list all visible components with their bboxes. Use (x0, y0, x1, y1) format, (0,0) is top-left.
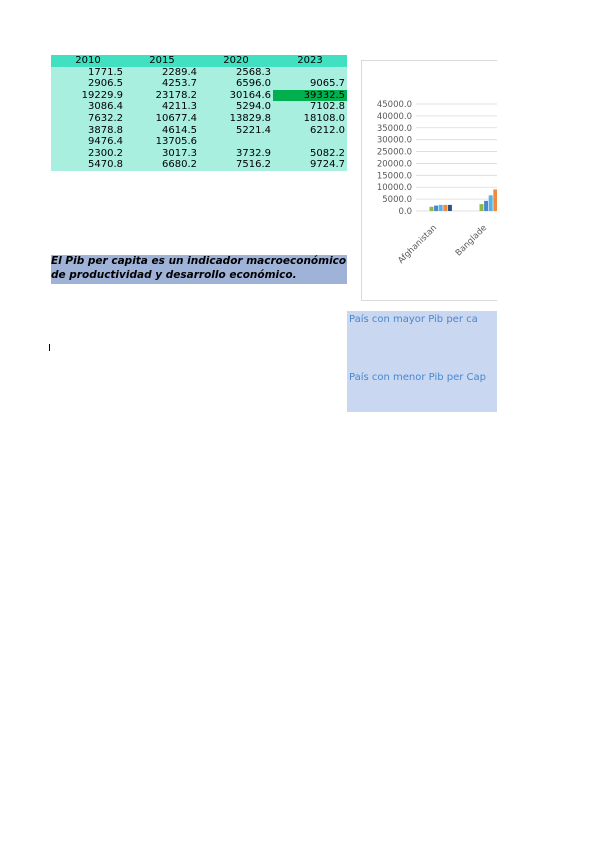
table-row (51, 90, 347, 102)
min-gdp-label: País con menor Pib per Cap (349, 372, 487, 383)
table-cell[interactable]: 5294.0 (199, 101, 273, 113)
bar (480, 204, 484, 211)
bar (439, 205, 443, 211)
table-row (51, 125, 347, 137)
table-cell[interactable] (273, 67, 347, 79)
table-row (51, 148, 347, 160)
table-cell[interactable]: 7102.8 (273, 101, 347, 113)
x-tick-label: Banglade (453, 223, 490, 259)
table-cell[interactable]: 2906.5 (51, 78, 125, 90)
bar (430, 207, 434, 211)
table-cell[interactable] (199, 136, 273, 148)
table-cell[interactable]: 4211.3 (125, 101, 199, 113)
y-tick-label: 40000.0 (376, 111, 412, 122)
table-cell[interactable]: 3017.3 (125, 148, 199, 160)
table-cell[interactable]: 7516.2 (199, 159, 273, 171)
table-cell[interactable]: 6680.2 (125, 159, 199, 171)
y-tick-label: 10000.0 (376, 183, 412, 194)
table-row (51, 159, 347, 171)
y-tick-label: 35000.0 (376, 123, 412, 134)
table-cell[interactable]: 3878.8 (51, 125, 125, 137)
note-text (51, 255, 381, 282)
table-cell[interactable]: 5221.4 (199, 125, 273, 137)
gdp-data-table (51, 55, 347, 171)
table-cell[interactable] (273, 136, 347, 148)
table-cell[interactable]: 2289.4 (125, 67, 199, 79)
y-tick-label: 45000.0 (376, 100, 412, 110)
column-header-2023[interactable]: 2023 (273, 55, 347, 67)
bar (443, 205, 447, 211)
table-cell[interactable]: 19229.9 (51, 90, 125, 102)
table-row (51, 78, 347, 90)
y-tick-label: 30000.0 (376, 135, 412, 146)
table-cell[interactable]: 4614.5 (125, 125, 199, 137)
table-cell[interactable]: 6596.0 (199, 78, 273, 90)
table-cell[interactable]: 18108.0 (273, 113, 347, 125)
y-tick-label: 0.0 (398, 207, 412, 217)
bar (489, 195, 493, 211)
table-cell[interactable]: 9065.7 (273, 78, 347, 90)
table-cell[interactable]: 9476.4 (51, 136, 125, 148)
table-body (51, 67, 347, 171)
table-cell[interactable]: 13829.8 (199, 113, 273, 125)
table-cell[interactable]: 3732.9 (199, 148, 273, 160)
table-row (51, 136, 347, 148)
x-tick-label: Afghanistan (396, 223, 440, 266)
bar (484, 201, 488, 211)
table-row (51, 101, 347, 113)
y-tick-label: 5000.0 (382, 195, 412, 206)
y-tick-label: 15000.0 (376, 171, 412, 182)
table-cell[interactable]: 39332.5 (273, 90, 347, 102)
bar (434, 206, 438, 211)
table-header-row (51, 55, 347, 67)
column-header-2010[interactable]: 2010 (51, 55, 125, 67)
bar (448, 205, 452, 211)
table-row (51, 67, 347, 79)
table-cell[interactable]: 2568.3 (199, 67, 273, 79)
table-cell[interactable]: 4253.7 (125, 78, 199, 90)
y-tick-label: 25000.0 (376, 147, 412, 158)
info-box (347, 311, 497, 412)
page-edge (497, 0, 599, 848)
table-cell[interactable]: 9724.7 (273, 159, 347, 171)
table-cell[interactable]: 3086.4 (51, 101, 125, 113)
table-cell[interactable]: 6212.0 (273, 125, 347, 137)
y-tick-label: 20000.0 (376, 159, 412, 170)
table-row (51, 113, 347, 125)
table-cell[interactable]: 23178.2 (125, 90, 199, 102)
column-header-2020[interactable]: 2020 (199, 55, 273, 67)
table-cell[interactable]: 1771.5 (51, 67, 125, 79)
table-cell[interactable]: 7632.2 (51, 113, 125, 125)
table-cell[interactable]: 13705.6 (125, 136, 199, 148)
note-line-2: de productividad y desarrollo económico. (51, 268, 297, 281)
table-cell[interactable]: 5470.8 (51, 159, 125, 171)
table-cell[interactable]: 10677.4 (125, 113, 199, 125)
table-cell[interactable]: 2300.2 (51, 148, 125, 160)
cell-cursor (49, 344, 50, 351)
table-cell[interactable]: 30164.6 (199, 90, 273, 102)
max-gdp-label: País con mayor Pib per ca (349, 314, 478, 325)
table-cell[interactable]: 5082.2 (273, 148, 347, 160)
column-header-2015[interactable]: 2015 (125, 55, 199, 67)
note-line-1: El Pib per capita es un indicador macroeconómico (51, 255, 347, 267)
